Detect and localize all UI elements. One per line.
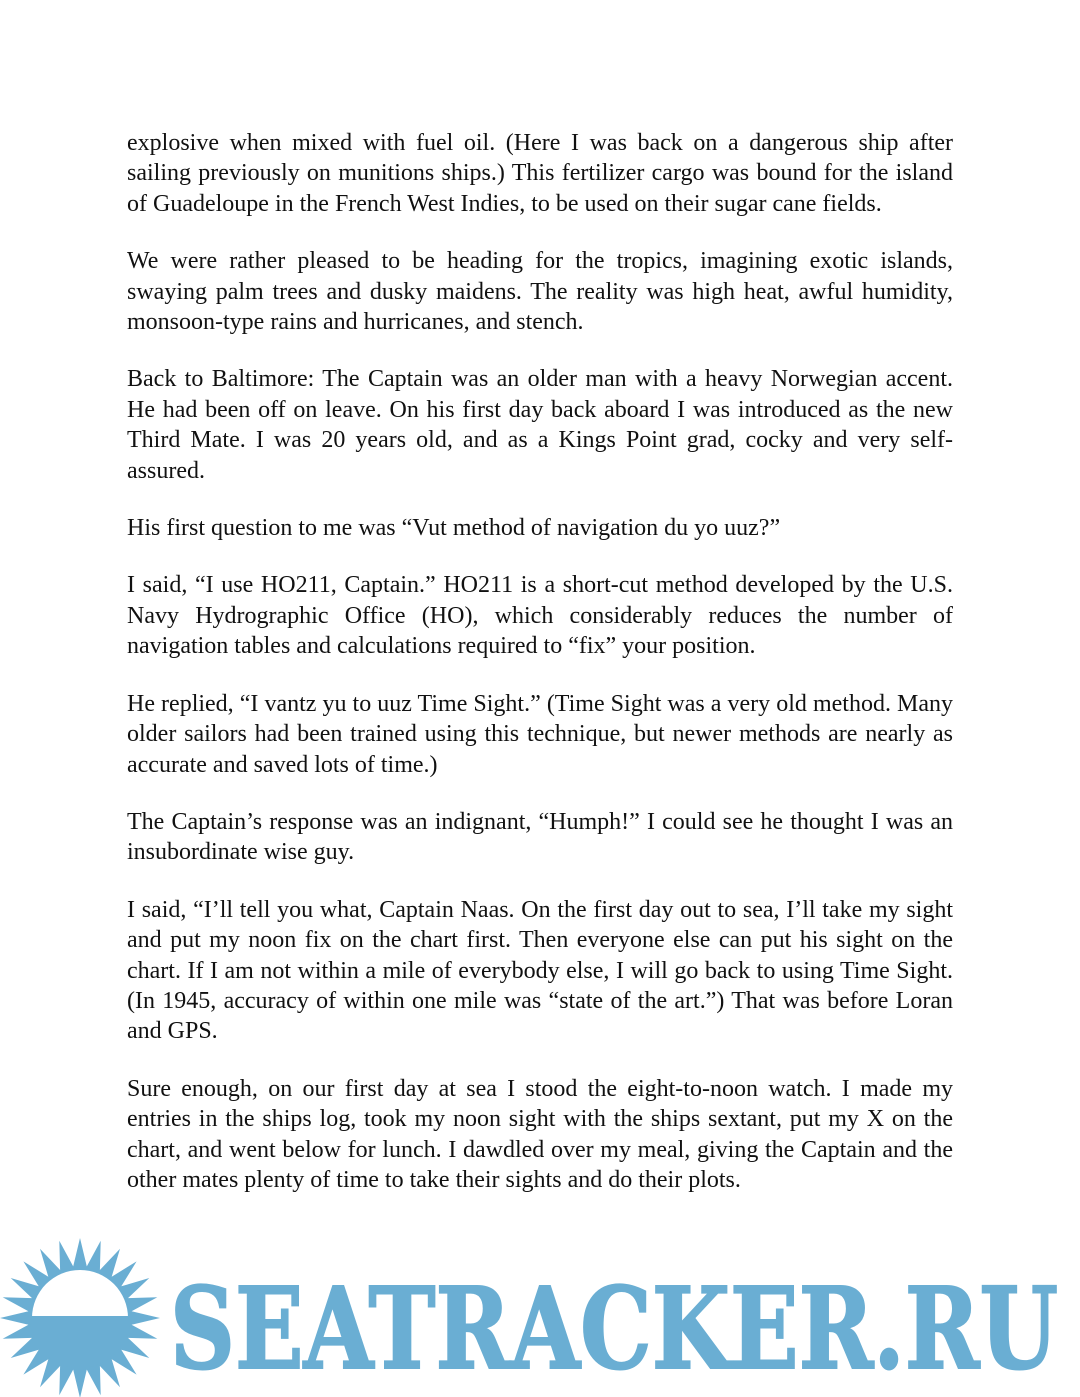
paragraph: explosive when mixed with fuel oil. (Here I was back on a dangerous ship after sailing previously on munitions ships.) This fertilizer cargo was bound for the island of Guadeloupe in the French West Indies, to be used on their sugar cane fields. xyxy=(127,130,953,217)
paragraph: I said, “I’ll tell you what, Captain Naas. On the first day out to sea, I’ll take my sight and put my noon fix on the chart first. Then everyone else can put his sight on the chart. If I am not within a mile of everybody else, I will go back to using Time Sight. (In 1945, accuracy of within one mile was “state of the art.”) That was before Loran and GPS. xyxy=(127,896,953,1045)
watermark-text: SEATRACKER.RU xyxy=(170,1264,1058,1395)
paragraph: The Captain’s response was an indignant, “Humph!” I could see he thought I was an insubordinate wise guy. xyxy=(127,808,953,866)
paragraph: Sure enough, on our first day at sea I stood the eight-to-noon watch. I made my entries in the ships log, took my noon sight with the ships sextant, put my X on the chart, and went below for lunch. I dawdled over my meal, giving the Captain and the other mates plenty of time to take their sights and do their plots. xyxy=(127,1075,953,1193)
paragraph: I said, “I use HO211, Captain.” HO211 is a short-cut method developed by the U.S. Navy Hydrographic Office (HO), which considerably reduces the number of navigation tables and calculations required to “fix” your position. xyxy=(127,572,953,660)
paragraph: We were rather pleased to be heading for the tropics, imagining exotic islands, swaying palm trees and dusky maidens. The reality was high heat, awful humidity, monsoon-type rains and hurricanes, and stench. xyxy=(127,248,953,336)
paragraph: His first question to me was “Vut method of navigation du yo uuz?” xyxy=(127,515,781,542)
document-body xyxy=(127,128,953,1195)
paragraph: Back to Baltimore: The Captain was an older man with a heavy Norwegian accent. He had been off on leave. On his first day back aboard I was introduced as the new Third Mate. I was 20 years old, and as a Kings Point grad, cocky and very self-assured. xyxy=(127,366,953,484)
seatracker-watermark xyxy=(0,1238,1080,1397)
paragraph: He replied, “I vantz yu to uuz Time Sight.” (Time Sight was a very old method. Many older sailors had been trained using this technique, but newer methods are nearly as accurate and saved lots of time.) xyxy=(127,690,953,778)
sun-over-sea-icon xyxy=(0,1238,160,1397)
